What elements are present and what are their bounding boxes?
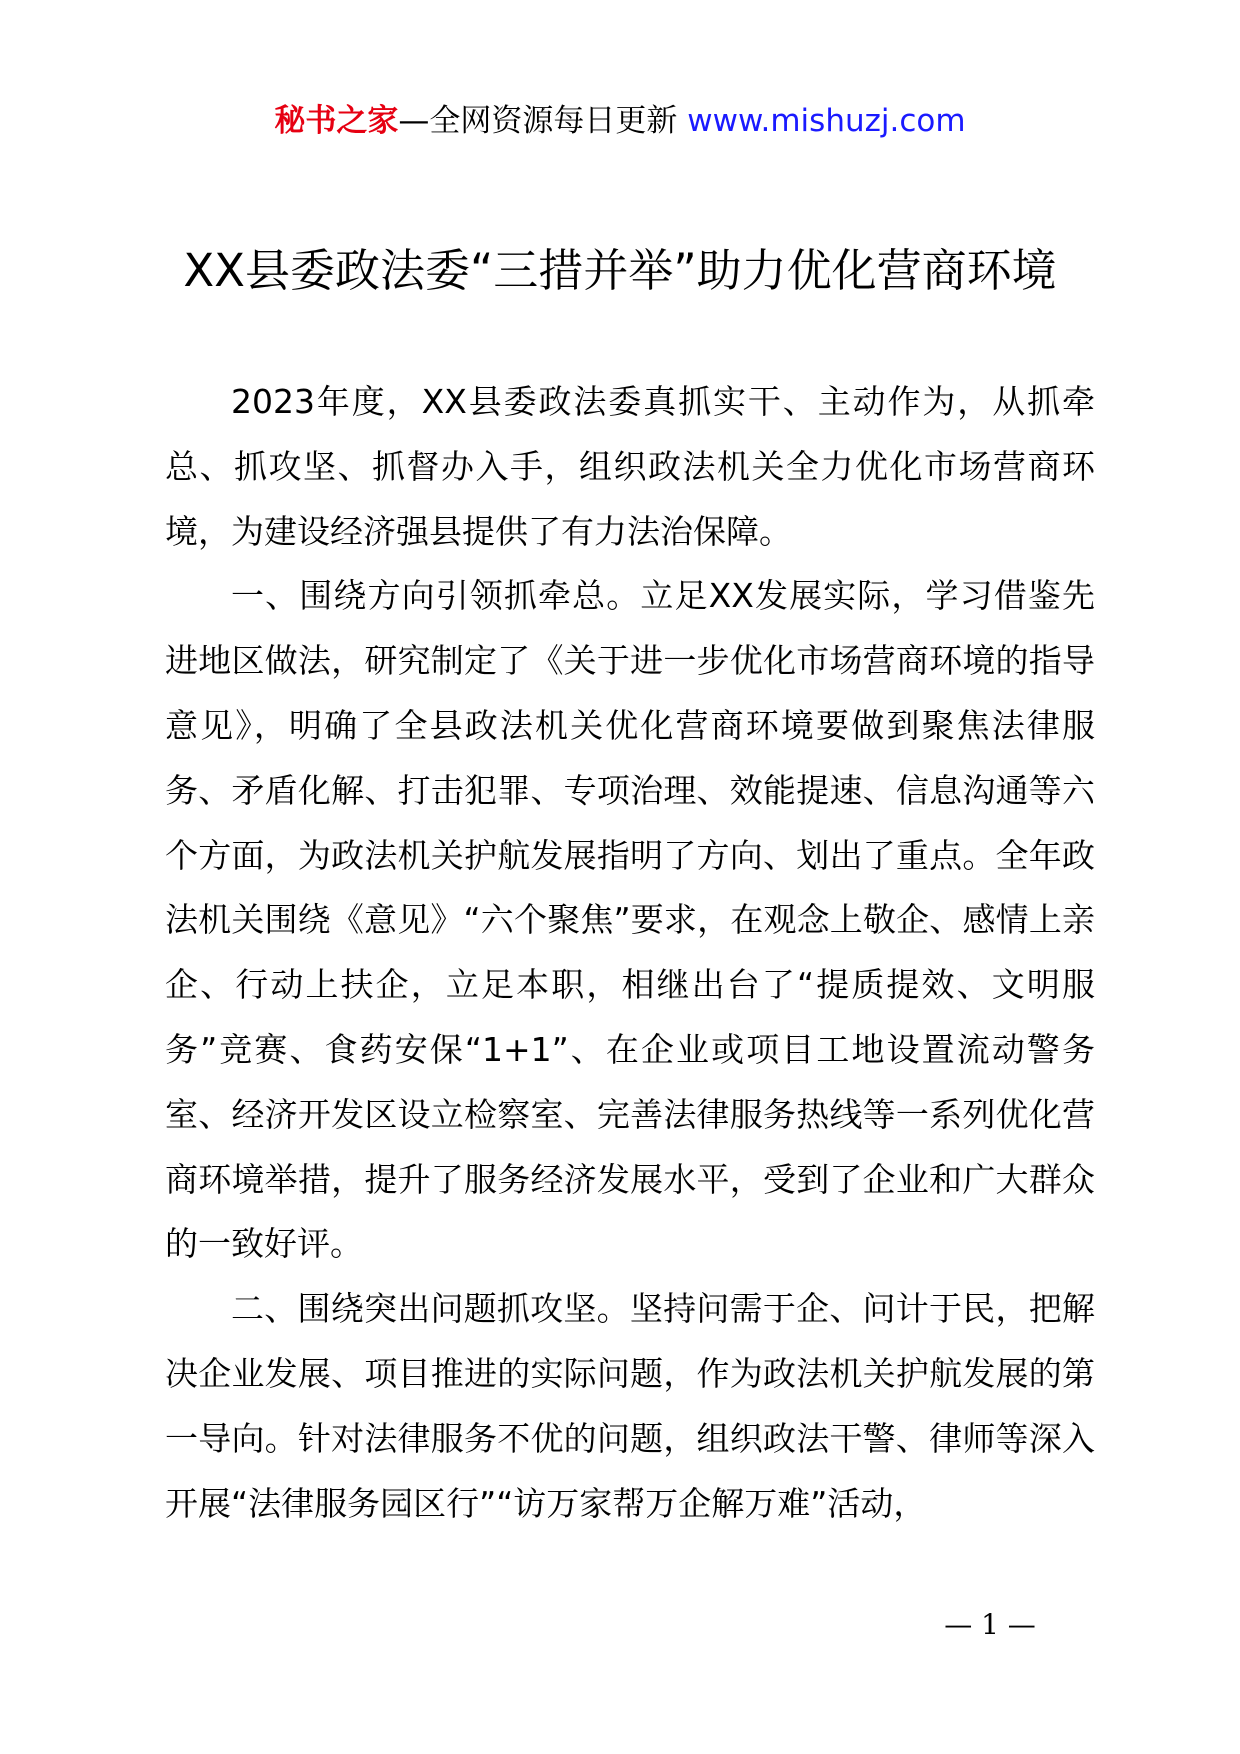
document-title: XX县委政法委“三措并举”助力优化营商环境 [183,244,1057,297]
paragraph-section-1: 一、围绕方向引领抓牵总。立足XX发展实际，学习借鉴先进地区做法，研究制定了《关于进一步优化市场营商环境的指导意见》，明确了全县政法机关优化营商环境要做到聚焦法律服务、矛盾化解、打击犯罪、专项治理、效能提速、信息沟通等六个方面，为政法机关护航发展指明了方向、划出了重点。全年政法机关围绕《意见》“六个聚焦”要求，在观念上敬企、感情上亲企、行动上扶企，立足本职，相继出台了“提质提效、文明服务”竞赛、食药安保“1+1”、在企业或项目工地设置流动警务室、经济开发区设立检察室、完善法律服务热线等一系列优化营商环境举措，提升了服务经济发展水平，受到了企业和广大群众的一致好评。 [165,576,1095,1264]
site-header [0,95,1240,140]
header-tagline: —全网资源每日更新 [398,103,688,139]
document-body [165,370,1095,1536]
paragraph-intro: 2023年度，XX县委政法委真抓实干、主动作为，从抓牵总、抓攻坚、抓督办入手，组织政法机关全力优化市场营商环境，为建设经济强县提供了有力法治保障。 [165,382,1095,551]
paragraph-section-2: 二、围绕突出问题抓攻坚。坚持问需于企、问计于民，把解决企业发展、项目推进的实际问题，作为政法机关护航发展的第一导向。针对法律服务不优的问题，组织政法干警、律师等深入开展“法律服务园区行”“访万家帮万企解万难”活动， [165,1289,1095,1523]
page-number: — 1 — [944,1608,1036,1641]
brand-name: 秘书之家 [274,103,399,139]
site-url[interactable]: www.mishuzj.com [687,103,966,139]
